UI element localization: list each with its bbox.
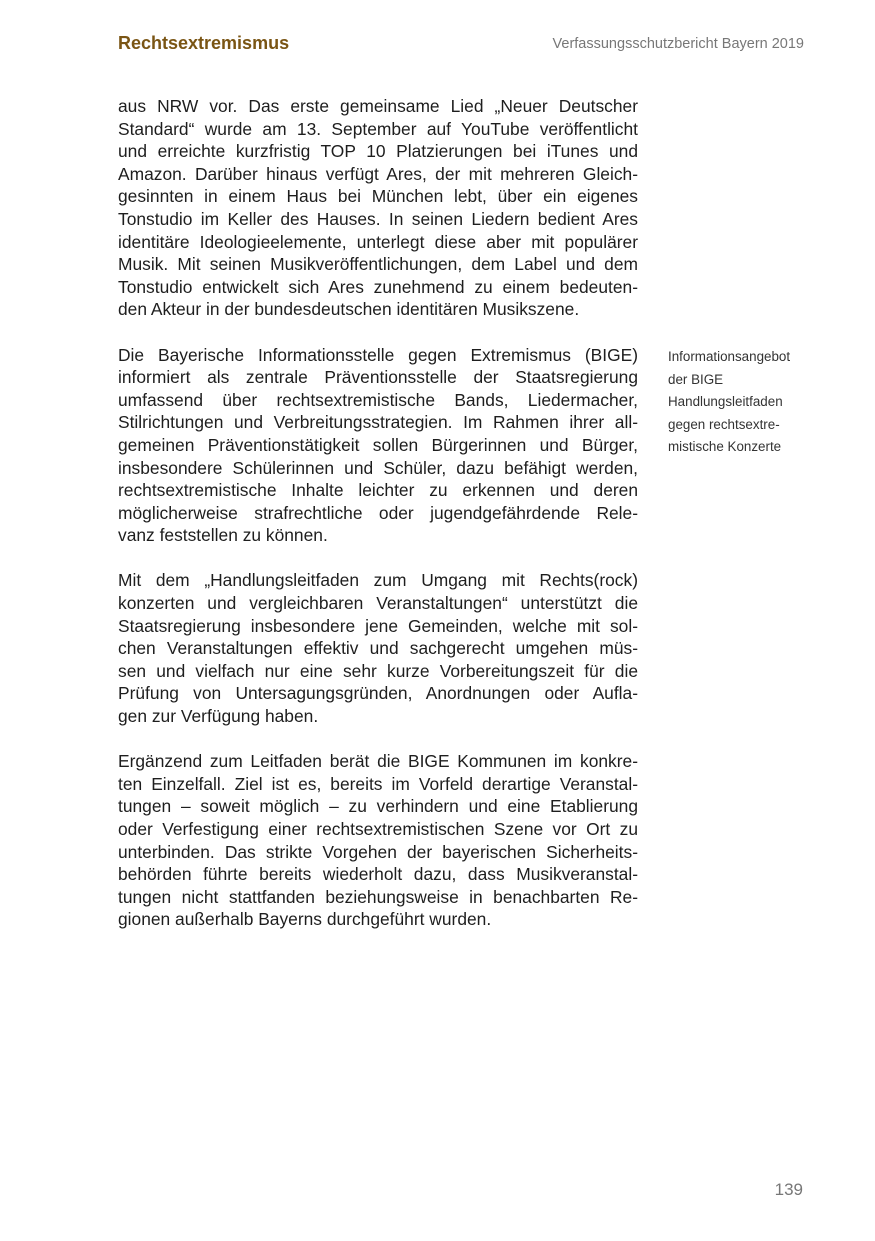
text-line: behörden führte bereits wiederholt dazu, dass Musikveranstal- [118, 864, 638, 885]
text-line: umfassend über rechtsextremistische Bands, Liedermacher, [118, 389, 638, 410]
paragraph-beratung [118, 750, 638, 931]
text-line: tungen nicht stattfanden beziehungsweise in benachbarten Re- [118, 886, 638, 907]
text-line: Die Bayerische Informationsstelle gegen Extremismus (BIGE) [118, 344, 638, 365]
paragraph-ares [118, 95, 638, 321]
document-title: Verfassungsschutzbericht Bayern 2019 [552, 36, 804, 52]
text-line: vanz feststellen zu können. [118, 525, 328, 546]
text-line: Prüfung von Untersagungsgründen, Anordnungen oder Aufla- [118, 683, 638, 704]
text-line: Mit dem „Handlungsleitfaden zum Umgang mit Rechts(rock) [118, 570, 638, 591]
margin-note-line: Informationsangebot [668, 349, 791, 364]
margin-note-line: mistische Konzerte [668, 439, 782, 455]
text-line: Ergänzend zum Leitfaden berät die BIGE Kommunen im konkre- [118, 751, 638, 772]
text-line: chen Veranstaltungen effektiv und sachgerecht umgehen müs- [118, 638, 638, 659]
text-line: insbesondere Schülerinnen und Schüler, dazu befähigt werden, [118, 457, 638, 478]
margin-note-line: Handlungsleitfaden [668, 394, 783, 410]
text-line: gionen außerhalb Bayerns durchgeführt wurden. [118, 909, 492, 930]
margin-note-line: der BIGE [668, 371, 724, 387]
text-line: unterbinden. Das strikte Vorgehen der bayerischen Sicherheits- [118, 841, 638, 862]
text-line: gemeinen Präventionstätigkeit sollen Bürgerinnen und Bürger, [118, 434, 638, 455]
text-line: Tonstudio im Keller des Hauses. In seinen Liedern bedient Ares [118, 208, 638, 229]
paragraph-leitfaden [118, 569, 638, 727]
paragraph-bige [118, 344, 638, 547]
text-line: identitäre Ideologieelemente, unterlegt diese aber mit populärer [118, 231, 638, 252]
text-line: konzerten und vergleichbaren Veranstaltungen“ unterstützt die [118, 593, 638, 614]
text-line: informiert als zentrale Präventionsstelle der Staatsregierung [118, 367, 638, 388]
text-line: oder Verfestigung einer rechtsextremistischen Szene vor Ort zu [118, 819, 638, 839]
text-line: und erreichte kurzfristig TOP 10 Platzierungen bei iTunes und [118, 141, 638, 162]
text-line: gen zur Verfügung haben. [118, 706, 319, 727]
text-line: gesinnten in einem Haus bei München lebt, über ein eigenes [118, 186, 638, 207]
main-text [118, 95, 638, 954]
text-line: Amazon. Darüber hinaus verfügt Ares, der mit mehreren Gleich- [118, 163, 638, 184]
text-line: sen und vielfach nur eine sehr kurze Vorbereitungszeit für die [118, 660, 638, 681]
margin-note-line: gegen rechtsextre- [668, 416, 780, 432]
text-line: Staatsregierung insbesondere jene Gemeinden, welche mit sol- [118, 615, 638, 636]
text-line: Stilrichtungen und Verbreitungsstrategien. Im Rahmen ihrer all- [118, 412, 638, 433]
text-line: tungen – soweit möglich – zu verhindern und eine Etablierung [118, 796, 638, 817]
text-line: rechtsextremistische Inhalte leichter zu erkennen und deren [118, 480, 638, 501]
text-line: möglicherweise strafrechtliche oder jugendgefährdende Rele- [118, 502, 638, 523]
section-title: Rechtsextremismus [118, 33, 290, 53]
page-number: 139 [774, 1180, 803, 1199]
text-line: den Akteur in der bundesdeutschen identitären Musikszene. [118, 299, 580, 320]
text-line: Standard“ wurde am 13. September auf YouTube veröffentlicht [118, 118, 638, 139]
margin-note [668, 346, 818, 459]
text-line: Tonstudio entwickelt sich Ares zunehmend zu einem bedeuten- [118, 276, 638, 297]
text-line: Musik. Mit seinen Musikveröffentlichungen, dem Label und dem [118, 254, 638, 275]
text-line: aus NRW vor. Das erste gemeinsame Lied „Neuer Deutscher [118, 96, 638, 116]
text-line: ten Einzelfall. Ziel ist es, bereits im Vorfeld derartige Veranstal- [118, 773, 638, 794]
